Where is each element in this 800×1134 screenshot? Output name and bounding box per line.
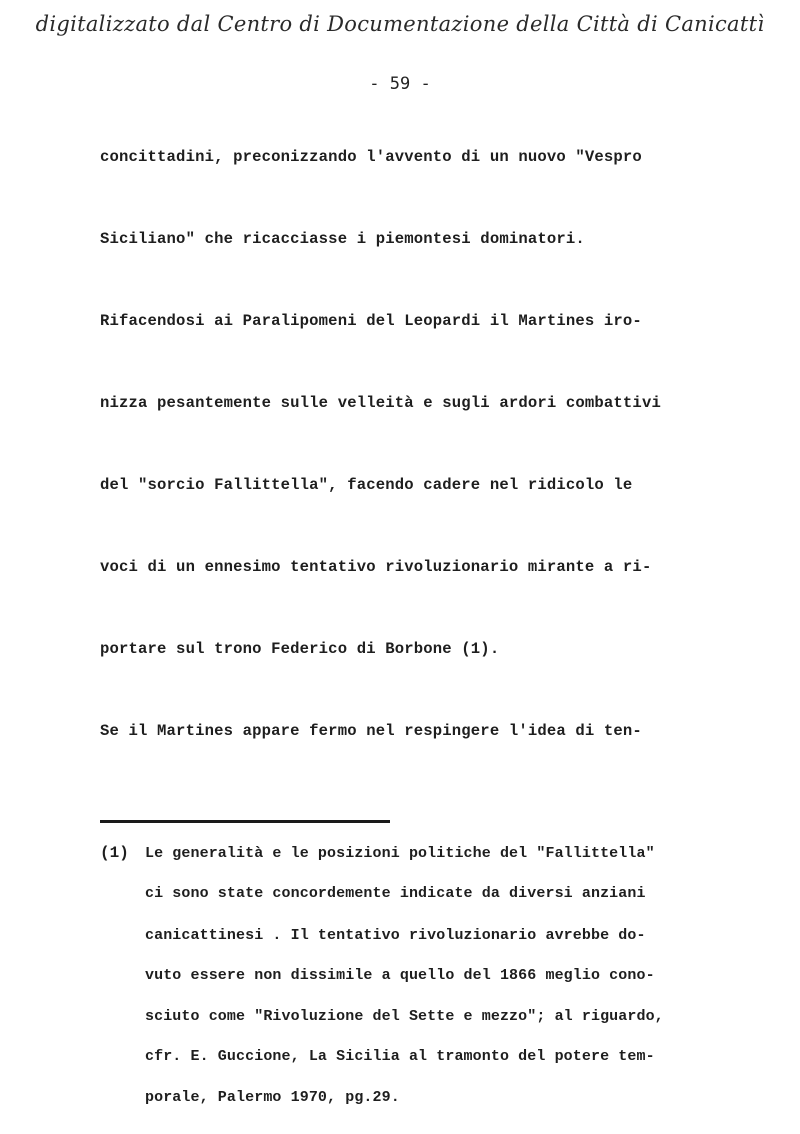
footnote-line: vuto essere non dissimile a quello del 1866 meglio cono- (145, 967, 655, 984)
body-line: voci di un ennesimo tentativo rivoluzionario mirante a ri- (100, 558, 652, 576)
digitization-watermark: digitalizzato dal Centro di Documentazione della Città di Canicattì (35, 12, 765, 36)
footnote-line: sciuto come "Rivoluzione del Sette e mezzo"; al riguardo, (145, 1008, 664, 1025)
footnote-line: canicattinesi . Il tentativo rivoluzionario avrebbe do- (145, 927, 646, 944)
footnote-line: ci sono state concordemente indicate da diversi anziani (145, 885, 646, 902)
footnote-separator (100, 820, 390, 823)
body-line: concittadini, preconizzando l'avvento di un nuovo "Vespro (100, 148, 642, 166)
footnote-line: cfr. E. Guccione, La Sicilia al tramonto del potere tem- (145, 1048, 655, 1065)
body-line: portare sul trono Federico di Borbone (1). (100, 640, 500, 658)
body-line: Se il Martines appare fermo nel respingere l'idea di ten- (100, 722, 642, 740)
footnote-marker: (1) (100, 844, 129, 862)
body-line: Rifacendosi ai Paralipomeni del Leopardi il Martines iro- (100, 312, 642, 330)
page-number: - 59 - (369, 74, 431, 94)
body-line: del "sorcio Fallittella", facendo cadere nel ridicolo le (100, 476, 633, 494)
body-line: Siciliano" che ricacciasse i piemontesi dominatori. (100, 230, 585, 248)
body-line: nizza pesantemente sulle velleità e sugli ardori combattivi (100, 394, 661, 412)
footnote-line: Le generalità e le posizioni politiche del "Fallittella" (145, 845, 655, 862)
footnote-line: porale, Palermo 1970, pg.29. (145, 1089, 400, 1106)
